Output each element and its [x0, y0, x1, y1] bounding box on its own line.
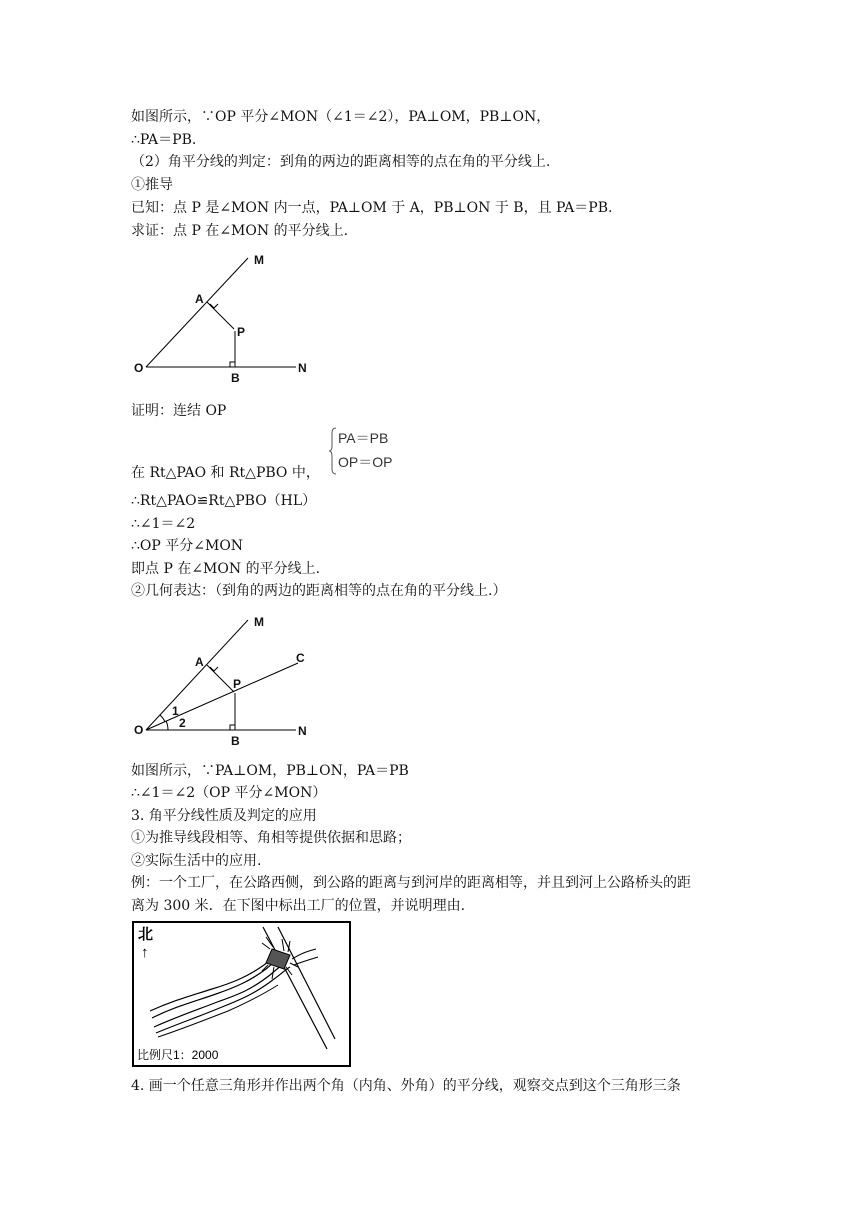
section-heading: 3. 角平分线性质及判定的应用: [131, 808, 317, 824]
text-line: 证明：连结 OP: [131, 403, 227, 419]
label-p: P: [237, 325, 246, 339]
text-line: ①推导: [131, 177, 173, 193]
equation-1: PA＝PB: [338, 430, 389, 446]
text-line: ②实际生活中的应用.: [131, 853, 262, 869]
label-c: C: [296, 651, 305, 665]
label-angle-2: 2: [179, 716, 186, 730]
equation-system: [327, 425, 393, 477]
north-label: 北: [138, 926, 154, 943]
text-line: ①为推导线段相等、角相等提供依据和思路；: [131, 830, 411, 846]
text-line: ∴OP 平分∠MON: [131, 538, 244, 554]
equation-2: OP＝OP: [338, 454, 393, 470]
text-line: 即点 P 在∠MON 的平分线上.: [131, 561, 321, 577]
text-line: ∴∠1＝∠2（OP 平分∠MON）: [131, 785, 327, 801]
text-line: 如图所示，∵PA⊥OM，PB⊥ON，PA＝PB: [131, 763, 409, 779]
text-line: ∴PA＝PB.: [131, 132, 197, 148]
text-line: ∴Rt△PAO≌Rt△PBO（HL）: [131, 493, 317, 509]
label-o: O: [134, 361, 144, 375]
text-line: 4. 画一个任意三角形并作出两个角（内角、外角）的平分线，观察交点到这个三角形三条: [131, 1078, 681, 1094]
label-b: B: [231, 734, 240, 748]
text-line: ∴∠1＝∠2: [131, 516, 196, 532]
north-arrow-icon: ↑: [141, 944, 149, 961]
text-line: 已知：点 P 是∠MON 内一点，PA⊥OM 于 A，PB⊥ON 于 B，且 PA＝PB.: [131, 200, 613, 216]
text-line: 离为 300 米．在下图中标出工厂的位置，并说明理由.: [131, 898, 466, 914]
label-a: A: [195, 292, 204, 306]
text-line: （2）角平分线的判定：到角的两边的距离相等的点在角的平分线上.: [131, 154, 551, 170]
text-line: 如图所示，∵OP 平分∠MON（∠1＝∠2），PA⊥OM，PB⊥ON，: [131, 109, 551, 125]
label-b: B: [231, 371, 240, 385]
label-o: O: [134, 723, 144, 737]
text-line: 求证：点 P 在∠MON 的平分线上.: [131, 223, 349, 239]
label-n: N: [298, 724, 307, 738]
text-line: 例：一个工厂，在公路西侧，到公路的距离与到河岸的距离相等，并且到河上公路桥头的距: [131, 875, 691, 891]
angle-figure-2: [130, 608, 330, 750]
river-road-map: [132, 921, 351, 1067]
text-line: ②几何表达：（到角的两边的距离相等的点在角的平分线上.）: [131, 583, 507, 599]
label-a: A: [195, 655, 204, 669]
label-p: P: [233, 677, 242, 691]
label-n: N: [298, 361, 307, 375]
angle-figure-1: [130, 248, 330, 388]
label-m: M: [254, 253, 264, 267]
label-m: M: [254, 615, 264, 629]
label-angle-1: 1: [172, 704, 179, 718]
scale-label: 比例尺1：2000: [137, 1048, 219, 1062]
text-line: 在 Rt△PAO 和 Rt△PBO 中，: [131, 465, 320, 481]
